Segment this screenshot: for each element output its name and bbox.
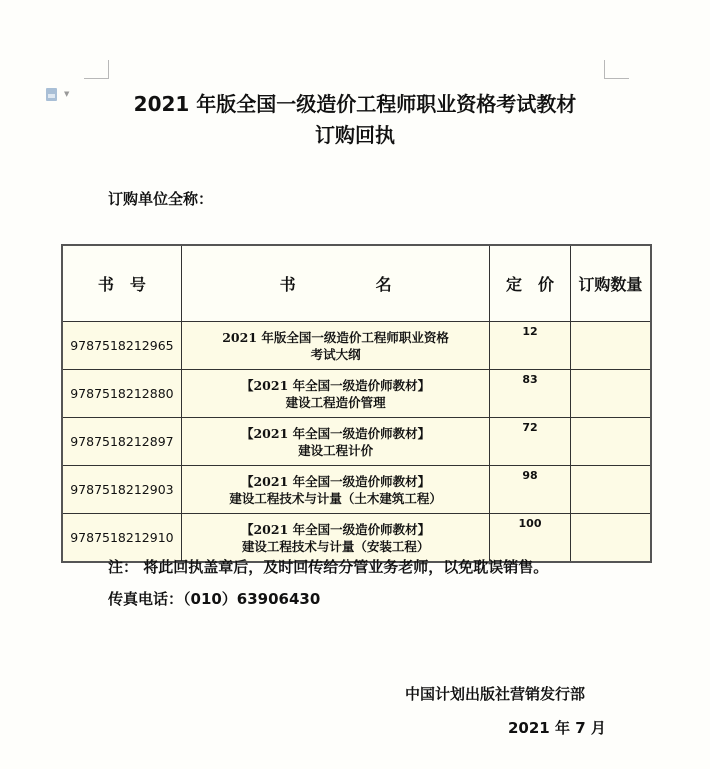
table-row [62, 514, 651, 563]
order-unit-label: 订购单位全称： [108, 190, 214, 208]
book-name-line2: 建设工程计价 [298, 442, 374, 458]
book-name-line1: 【2021 年全国一级造价师教材】 [240, 377, 431, 393]
price-cell: 72 [490, 418, 570, 466]
document-subtitle: 订购回执 [315, 123, 395, 147]
table-row [62, 418, 651, 466]
book-name-line2: 考试大纲 [310, 346, 361, 362]
document-title: 2021 年版全国一级造价工程师职业资格考试教材 [133, 92, 577, 116]
book-name-cell [181, 418, 489, 466]
isbn-cell: 9787518212910 [62, 514, 181, 563]
chevron-down-icon[interactable]: ▼ [64, 90, 70, 98]
page-corner-mark-left [84, 60, 109, 79]
book-name-line2: 建设工程技术与计量（安装工程） [241, 538, 430, 554]
book-name-line1: 【2021 年全国一级造价师教材】 [240, 473, 431, 489]
header-price: 定 价 [490, 245, 570, 322]
organization-name: 中国计划出版社营销发行部 [405, 685, 586, 703]
price-cell: 83 [490, 370, 570, 418]
price-cell: 100 [490, 514, 570, 563]
book-name-line2: 建设工程造价管理 [285, 394, 386, 410]
document-date: 2021 年 7 月 [508, 719, 606, 737]
book-name-line1: 2021 年版全国一级造价工程师职业资格 [222, 329, 449, 345]
table-header-row [62, 245, 651, 322]
qty-cell[interactable] [570, 370, 651, 418]
qty-cell[interactable] [570, 418, 651, 466]
isbn-cell: 9787518212903 [62, 466, 181, 514]
header-isbn: 书 号 [62, 245, 181, 322]
book-name-line1: 【2021 年全国一级造价师教材】 [240, 521, 431, 537]
book-name-cell [181, 370, 489, 418]
header-qty: 订购数量 [570, 245, 651, 322]
isbn-cell: 9787518212965 [62, 322, 181, 370]
qty-cell[interactable] [570, 466, 651, 514]
isbn-cell: 9787518212897 [62, 418, 181, 466]
fax-number: 传真电话：（010）63906430 [108, 590, 321, 608]
note-text: 注： 将此回执盖章后，及时回传给分管业务老师，以免耽误销售。 [108, 558, 549, 576]
price-cell: 98 [490, 466, 570, 514]
book-name-cell [181, 466, 489, 514]
table-row [62, 322, 651, 370]
qty-cell[interactable] [570, 322, 651, 370]
page-corner-mark-right [604, 60, 629, 79]
order-table [61, 244, 652, 563]
book-name-line2: 建设工程技术与计量（土木建筑工程） [229, 490, 442, 506]
isbn-cell: 9787518212880 [62, 370, 181, 418]
table-row [62, 466, 651, 514]
table-row [62, 370, 651, 418]
book-name-cell [181, 514, 489, 563]
qty-cell[interactable] [570, 514, 651, 563]
book-name-cell [181, 322, 489, 370]
header-name: 书 名 [181, 245, 489, 322]
book-name-line1: 【2021 年全国一级造价师教材】 [240, 425, 431, 441]
price-cell: 12 [490, 322, 570, 370]
